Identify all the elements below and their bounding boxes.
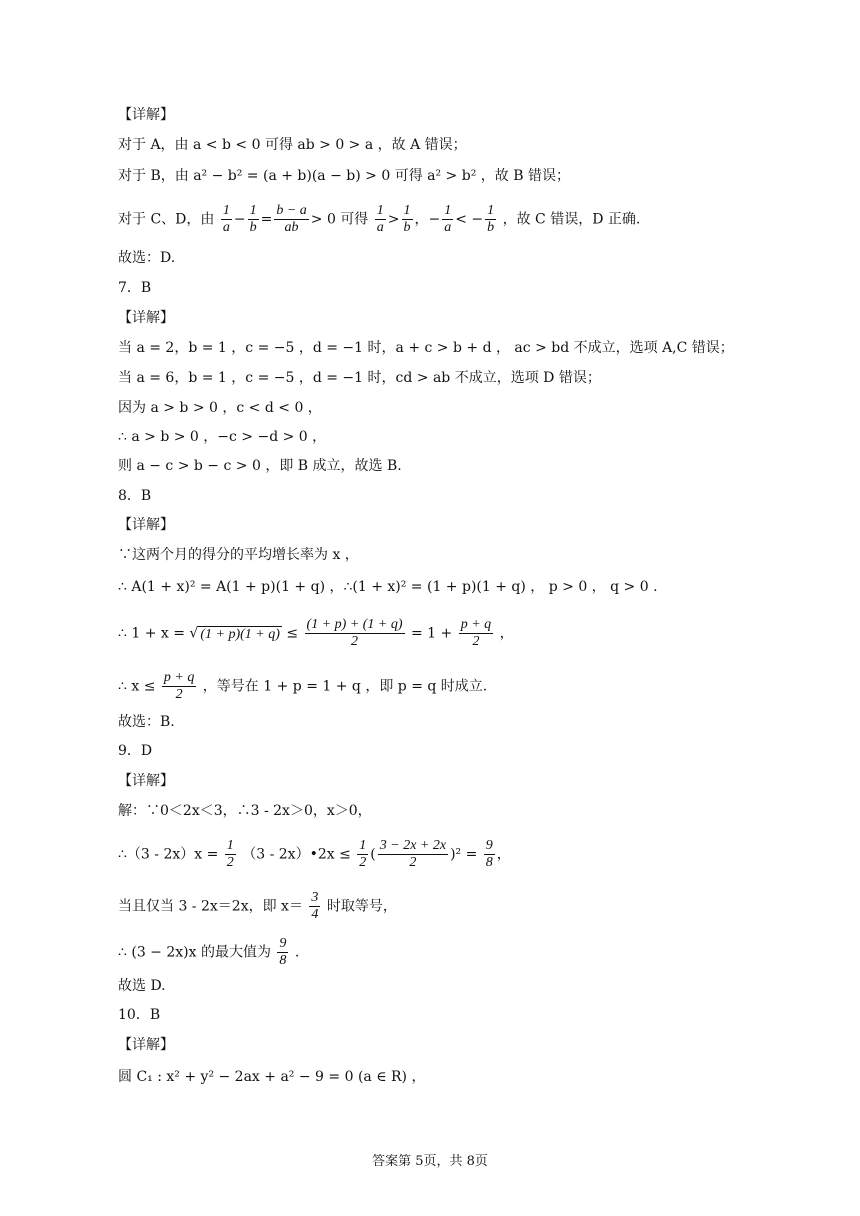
text-line-9b: [118, 890, 397, 923]
text-line: 故选：D.: [118, 250, 176, 266]
fraction: $\frac{1}{b}$: [487, 203, 495, 235]
text-fragment: 对于 C、D，由: [118, 211, 215, 228]
text-fragment: .: [294, 944, 300, 961]
fraction: $\frac{9}{8}$: [485, 838, 493, 870]
text-fragment: 可得: [340, 211, 369, 228]
fraction: $\frac{1}{a}$: [444, 203, 452, 235]
text-line: 解：∵0＜2x＜3，∴3 - 2x＞0，x＞0，: [118, 803, 372, 819]
text-line-9a: ∴（3 - 2x）x = $\frac{1}{2}$ （3 - 2x）•2x ≤ $\frac{1}{2}$ ( $\frac{3 - 2x + 2x}{2}$ )² = $\frac{9}{8}$ ，: [118, 838, 511, 870]
text-fragment: ，: [496, 846, 511, 863]
fraction: $\frac{p + q}{2}$: [163, 670, 195, 702]
fraction: $\frac{1}{a}$: [222, 203, 230, 235]
fraction: $\frac{b - a}{ab}$: [276, 203, 307, 235]
text-line: ∵这两个月的得分的平均增长率为 x ，: [118, 547, 359, 563]
fraction: $\frac{1}{b}$: [249, 203, 257, 235]
text-fragment: ∴ x ≤: [118, 678, 156, 695]
fraction: $\frac{3}{4}$: [311, 890, 319, 922]
text-fragment: ∴ (3 − 2x)x 的最大值为: [118, 944, 271, 961]
section-heading: 【详解】: [118, 1037, 174, 1053]
fraction: $\frac{1}{2}$: [226, 838, 234, 870]
text-fragment: （3 - 2x）•2x ≤: [242, 846, 351, 863]
question-number: 8．B: [118, 488, 152, 504]
question-number: 7．B: [118, 280, 152, 296]
question-number: 9．D: [118, 743, 153, 759]
fraction: $\frac{1}{2}$: [359, 838, 367, 870]
text-line: ∴ a > b > 0 ，−c > −d > 0 ，: [118, 429, 327, 445]
text-line-8b: [118, 670, 487, 703]
text-fragment: 当且仅当 3 - 2x＝2x，即 x＝: [118, 898, 303, 915]
text-line: 当 a = 6，b = 1 ，c = −5 ，d = −1 时，cd > ab 不成立，选项 D 错误；: [118, 370, 601, 386]
text-line: 圆 C₁ : x² + y² − 2ax + a² − 9 = 0 (a ∈ R) ，: [118, 1069, 426, 1085]
text-fragment: 时取等号，: [326, 898, 397, 915]
text-fragment: ，故 C 错误，D 正确.: [502, 211, 641, 228]
text-fragment: ∴（3 - 2x）x =: [118, 846, 219, 863]
text-line: ∴ A(1 + x)² = A(1 + p)(1 + q) ，∴(1 + x)² = (1 + p)(1 + q) ， p > 0 ， q > 0 .: [118, 579, 658, 595]
text-line: 则 a − c > b − c > 0 ，即 B 成立，故选 B.: [118, 458, 402, 474]
text-line-9c: [118, 936, 299, 969]
text-fragment: ，: [499, 625, 514, 642]
fraction: $\frac{3 - 2x + 2x}{2}$: [379, 838, 447, 870]
section-heading: 【详解】: [118, 310, 174, 326]
text-line: 对于 A，由 a < b < 0 可得 ab > 0 > a ，故 A 错误；: [118, 137, 467, 153]
text-line-8a: ∴ 1 + x = √ (1 + p)(1 + q) ≤ $\frac{(1 + p) + (1 + q)}{2}$ = 1 + $\frac{p + q}{2}$ ，: [118, 617, 514, 649]
text-fragment: ∴ 1 + x =: [118, 625, 185, 642]
fraction: $\frac{p + q}{2}$: [460, 617, 492, 649]
text-line-cd: 对于 C、D，由 $\frac{1}{a}$ − $\frac{1}{b}$ = $\frac{b - a}{ab}$ > 0 可得 $\frac{1}{a}$ > $\frac{1}{b}$ ，− $\frac{1}{a}$ < − $\frac{1}{b}$ ，故 C 错误，D 正确.: [118, 203, 641, 235]
text-fragment: )² =: [450, 846, 478, 863]
sqrt-expression: (1 + p)(1 + q): [200, 626, 280, 642]
text-fragment: ，等号在 1 + p = 1 + q ，即 p = q 时成立.: [202, 678, 488, 695]
question-number: 10．B: [118, 1007, 161, 1023]
page-footer: 答案第 5页，共 8页: [372, 1154, 488, 1169]
section-heading: 【详解】: [118, 773, 174, 789]
fraction: $\frac{9}{8}$: [279, 936, 287, 968]
text-line: 对于 B，由 a² − b² = (a + b)(a − b) > 0 可得 a² > b² ，故 B 错误；: [118, 168, 570, 184]
fraction: $\frac{1}{b}$: [403, 203, 411, 235]
text-line: 因为 a > b > 0 ，c < d < 0 ，: [118, 400, 322, 416]
text-fragment: = 1 +: [411, 625, 453, 642]
text-line: 当 a = 2，b = 1 ，c = −5 ，d = −1 时，a + c > b + d ， ac > bd 不成立，选项 A,C 错误；: [118, 340, 734, 356]
fraction: $\frac{(1 + p) + (1 + q)}{2}$: [306, 617, 403, 649]
text-line: 故选 D.: [118, 978, 166, 994]
text-line: 故选：B.: [118, 714, 175, 730]
text-fragment: ≤: [286, 625, 299, 642]
fraction: $\frac{1}{a}$: [376, 203, 384, 235]
section-heading: 【详解】: [118, 107, 174, 123]
section-heading: 【详解】: [118, 517, 174, 533]
